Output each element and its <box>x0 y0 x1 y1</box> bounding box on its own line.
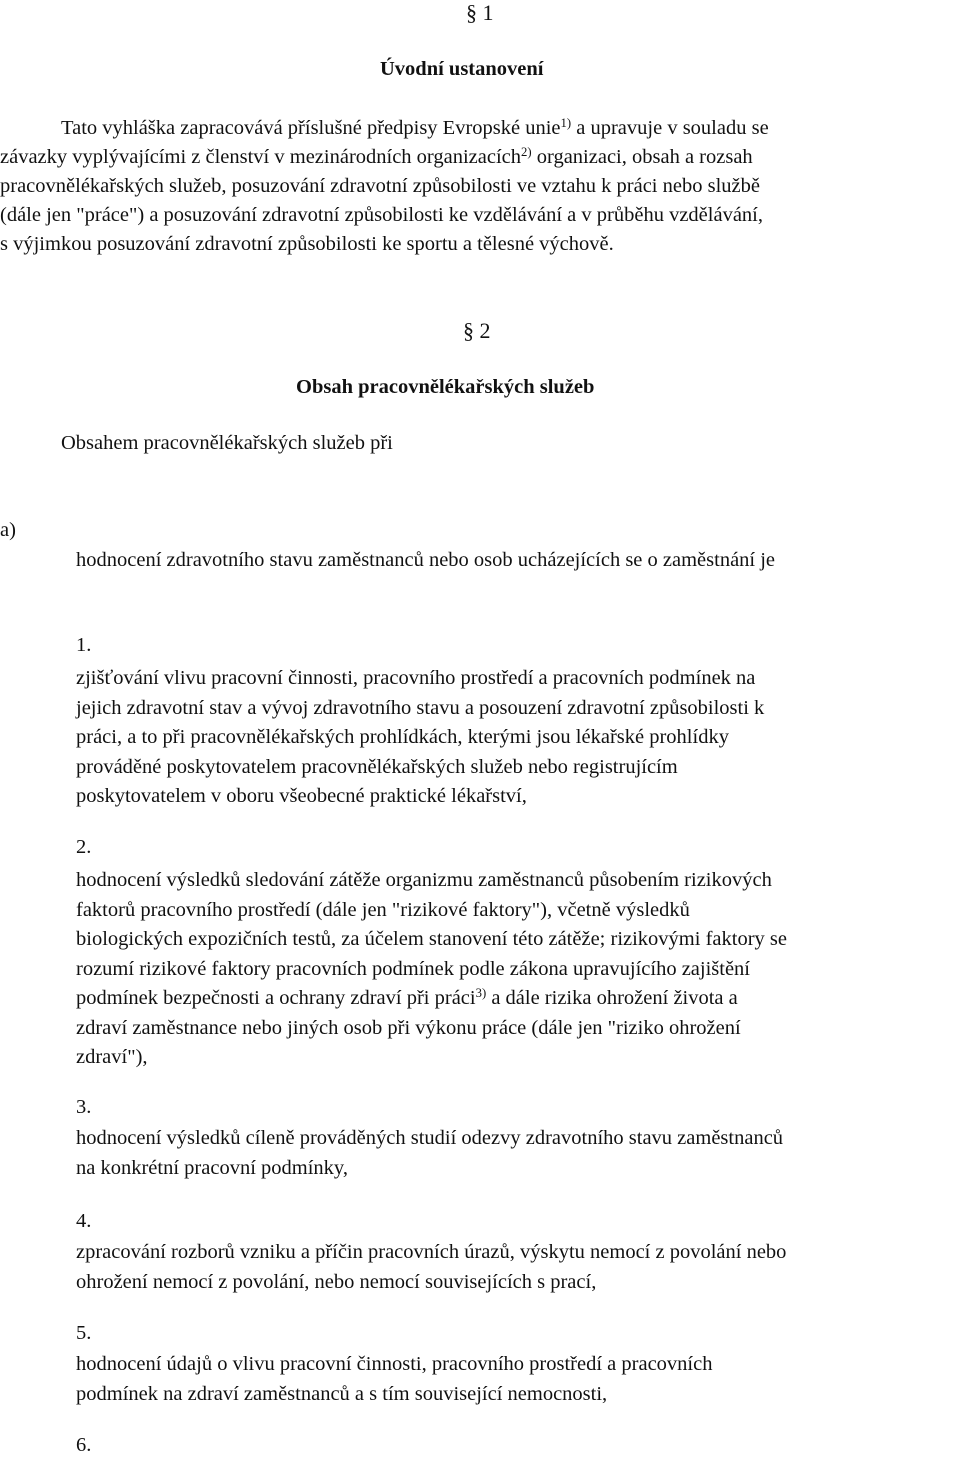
section-2-lead: Obsahem pracovnělékařských služeb při <box>61 432 393 454</box>
item-5-line: podmínek na zdraví zaměstnanců a s tím související nemocnosti, <box>76 1382 608 1405</box>
item-3-line: na konkrétní pracovní podmínky, <box>76 1156 348 1179</box>
item-1-line: poskytovatelem v oboru všeobecné praktické lékařství, <box>76 785 527 807</box>
item-4-number: 4. <box>76 1210 92 1232</box>
item-2-line: zdraví"), <box>76 1046 148 1068</box>
item-2-line: hodnocení výsledků sledování zátěže organizmu zaměstnanců působením rizikových <box>76 869 772 891</box>
section-1-mark: § 1 <box>466 0 494 25</box>
item-2-text <box>76 866 787 1073</box>
item-4-text <box>76 1238 786 1297</box>
item-6-number: 6. <box>76 1434 92 1456</box>
intro-line-3: pracovnělékařských služeb, posuzování zdravotní způsobilosti ve vztahu k práci nebo službě <box>0 175 760 197</box>
letter-a-text: hodnocení zdravotního stavu zaměstnanců nebo osob ucházejících se o zaměstnání je <box>76 549 776 571</box>
item-5-line: hodnocení údajů o vlivu pracovní činnosti, pracovního prostředí a pracovních <box>76 1353 713 1375</box>
item-3-text <box>76 1124 783 1183</box>
item-3-line: hodnocení výsledků cíleně prováděných studií odezvy zdravotního stavu zaměstnanců <box>76 1127 784 1149</box>
item-2-line: biologických expozičních testů, za účelem stanovení této zátěže; rizikovými faktory se <box>76 928 787 950</box>
item-1-number: 1. <box>76 634 92 656</box>
letter-a-marker: a) <box>0 519 16 541</box>
item-2-line: rozumí rizikové faktory pracovních podmínek podle zákona upravujícího zajištění <box>76 957 750 980</box>
item-1-text <box>76 664 764 812</box>
item-5-number: 5. <box>76 1322 92 1344</box>
item-2-line: faktorů pracovního prostředí (dále jen "rizikové faktory"), včetně výsledků <box>76 898 690 921</box>
item-5-text <box>76 1350 712 1409</box>
item-4-line: ohrožení nemocí z povolání, nebo nemocí souvisejících s prací, <box>76 1270 597 1293</box>
intro-line-1: Tato vyhláška zapracovává příslušné předpisy Evropské unie$^{1)}$ a upravuje v souladu se <box>61 116 769 139</box>
item-1-line: prováděné poskytovatelem pracovnělékařských služeb nebo registrujícím <box>76 755 678 778</box>
section-2-title: Obsah pracovnělékařských služeb <box>296 376 595 398</box>
section-1-intro <box>0 114 960 259</box>
section-2-mark: § 2 <box>463 318 491 343</box>
intro-line-2: závazky vyplývajícími z členství v mezinárodních organizacích$^{2)}$ organizaci, obsah a rozsah <box>0 145 753 168</box>
item-1-line: jejich zdravotní stav a vývoj zdravotního stavu a posouzení zdravotní způsobilosti k <box>76 696 765 719</box>
item-4-line: zpracování rozborů vzniku a příčin pracovních úrazů, výskytu nemocí z povolání nebo <box>76 1241 787 1263</box>
item-3-number: 3. <box>76 1096 92 1118</box>
section-1-title: Úvodní ustanovení <box>380 58 544 80</box>
intro-line-5: s výjimkou posuzování zdravotní způsobilosti ke sportu a tělesné výchově. <box>0 233 614 255</box>
item-2-line: podmínek bezpečnosti a ochrany zdraví při práci$^{3)}$ a dále rizika ohrožení života a <box>76 986 738 1009</box>
item-2-line: zdraví zaměstnance nebo jiných osob při výkonu práce (dále jen "riziko ohrožení <box>76 1016 741 1039</box>
item-1-line: práci, a to při pracovnělékařských prohlídkách, kterými jsou lékařské prohlídky <box>76 726 729 748</box>
item-2-number: 2. <box>76 836 92 858</box>
item-1-line: zjišťování vlivu pracovní činnosti, pracovního prostředí a pracovních podmínek na <box>76 667 756 689</box>
intro-line-4: (dále jen "práce") a posuzování zdravotní způsobilosti ke vzdělávání a v průběhu vzdělávání, <box>0 204 763 226</box>
